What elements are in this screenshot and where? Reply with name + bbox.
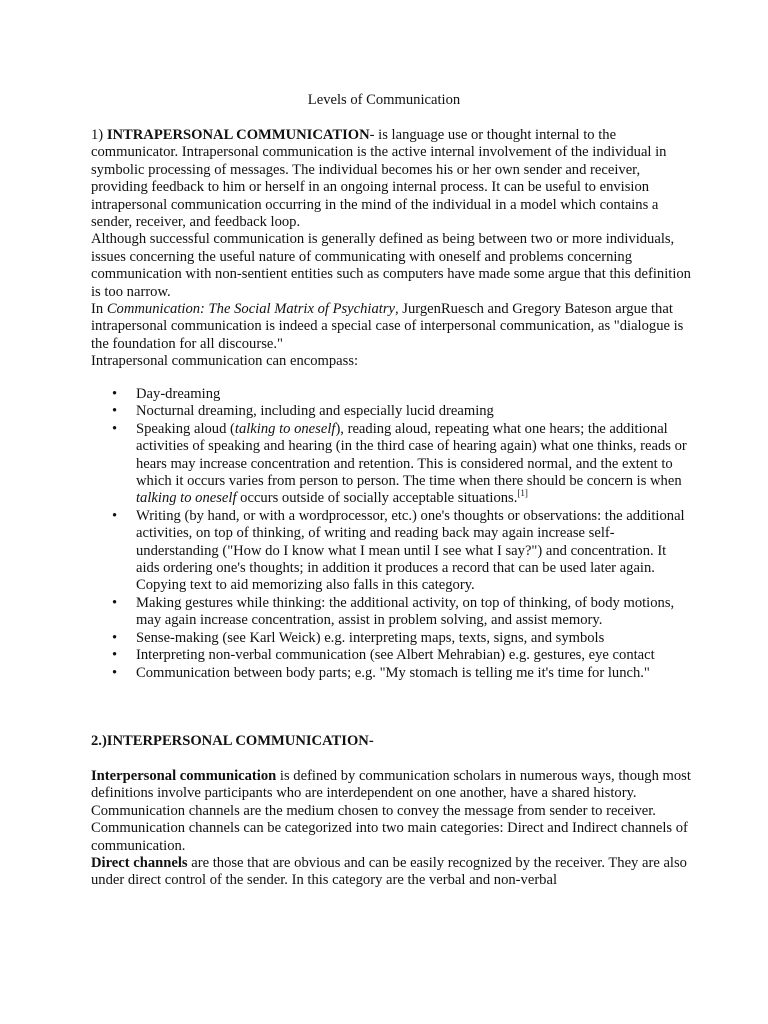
emphasis-text: talking to oneself: [136, 490, 237, 507]
list-item: [91, 508, 691, 595]
bullet-icon: •: [112, 594, 118, 611]
bullet-icon: •: [112, 403, 118, 420]
paragraph-prefix: In: [91, 301, 107, 318]
section-intrapersonal: [91, 127, 691, 371]
encompass-intro: Intrapersonal communication can encompass:: [91, 353, 359, 370]
bullet-icon: •: [112, 664, 118, 681]
interpersonal-definition: [91, 768, 691, 855]
list-item: [91, 647, 691, 664]
list-item-text: Nocturnal dreaming, including and especially lucid dreaming: [136, 403, 494, 420]
list-item: [91, 386, 691, 403]
interpersonal-heading: 2.)INTERPERSONAL COMMUNICATION-: [91, 733, 374, 749]
term-interpersonal: Interpersonal communication: [91, 768, 277, 784]
definition-text: is defined by communication scholars in numerous ways, though most definitions involve participants who are interdependent on one another, have a shared history. Communication channels are the medium chosen to convey the message from sender to receiver. Communication channels can be categorized into two main categories: Direct and Indirect channels of communication.: [91, 768, 691, 854]
term-direct-channels: Direct channels: [91, 855, 188, 872]
list-item: [91, 665, 691, 682]
definition-text: - is language use or thought internal to the communicator. Intrapersonal communication is the active internal involvement of the individual in symbolic processing of messages. The individual becomes his or her own sender and receiver, providing feedback to him or herself in an ongoing internal process. It can be useful to envision intrapersonal communication occurring in the mind of the individual in a model which contains a sender, receiver, and feedback loop.: [91, 127, 667, 231]
list-item-text: Writing (by hand, or with a wordprocessor, etc.) one's thoughts or observations: the additional activities, on top of thinking, of writing and reading back may again increase self-understanding ("How do I know what I mean until I see what I say?") and concentration. It aids ordering one's thoughts; in addition it produces a record that can be used later again. Copying text to aid memorizing also falls in this category.: [136, 507, 685, 594]
list-item: [91, 421, 691, 508]
paragraph-ruesch-bateson: [91, 301, 691, 353]
paragraph-rest: are those that are obvious and can be easily recognized by the receiver. They are also under direct control of the sender. In this category are the verbal and non-verbal: [91, 855, 687, 889]
paragraph-rest: , JurgenRuesch and Gregory Bateson argue that intrapersonal communication is indeed a special case of interpersonal communication, as "dialogue is the foundation for all discourse.": [91, 301, 684, 352]
intrapersonal-definition: [91, 127, 691, 231]
section-number: 1): [91, 127, 107, 143]
bullet-icon: •: [112, 647, 118, 664]
section-interpersonal: [91, 768, 691, 890]
bullet-icon: •: [112, 420, 118, 437]
intrapersonal-heading: INTRAPERSONAL COMMUNICATION: [106, 127, 370, 143]
list-item: [91, 595, 691, 630]
emphasis-text: talking to oneself: [234, 420, 336, 437]
paragraph-narrow-definition: Although successful communication is generally defined as being between two or more individuals, issues concerning the useful nature of communicating with oneself and problems concerning communication with non-sentient entities such as computers have made some argue that this definition is too narrow.: [91, 231, 691, 300]
page-title: Levels of Communication: [307, 92, 461, 108]
list-item: [91, 403, 691, 420]
list-item: [91, 630, 691, 647]
bullet-icon: •: [112, 629, 118, 646]
list-item-text: Communication between body parts; e.g. "My stomach is telling me it's time for lunch.": [136, 664, 650, 681]
list-item-text: Sense-making (see Karl Weick) e.g. interpreting maps, texts, signs, and symbols: [136, 629, 605, 646]
book-title: Communication: The Social Matrix of Psychiatry: [106, 301, 395, 318]
list-item-text: ), reading aloud, repeating what one hears; the additional activities of speaking and hearing (in the third case of hearing again) what one thinks, reads or hears may increase concentration and retention. This is considered normal, and the extent to which it occurs varies from person to person. The time when there should be concern is when: [136, 420, 687, 490]
list-item-text: occurs outside of socially acceptable situations.: [236, 490, 518, 507]
interpersonal-heading-block: [91, 733, 691, 750]
bullet-icon: •: [112, 386, 118, 402]
list-item-text: Making gestures while thinking: the additional activity, on top of thinking, of body motions, may again increase concentration, assist in problem solving, and assist memory.: [136, 594, 675, 629]
list-item-text: Speaking aloud (: [136, 420, 235, 437]
bullet-icon: •: [112, 507, 118, 524]
reference-link[interactable]: [1]: [517, 488, 528, 499]
intrapersonal-list: [91, 386, 691, 682]
list-item-text: Day-dreaming: [136, 386, 221, 402]
list-item-text: Interpreting non-verbal communication (see Albert Mehrabian) e.g. gestures, eye contact: [136, 647, 655, 664]
direct-channels-paragraph: [91, 855, 691, 890]
